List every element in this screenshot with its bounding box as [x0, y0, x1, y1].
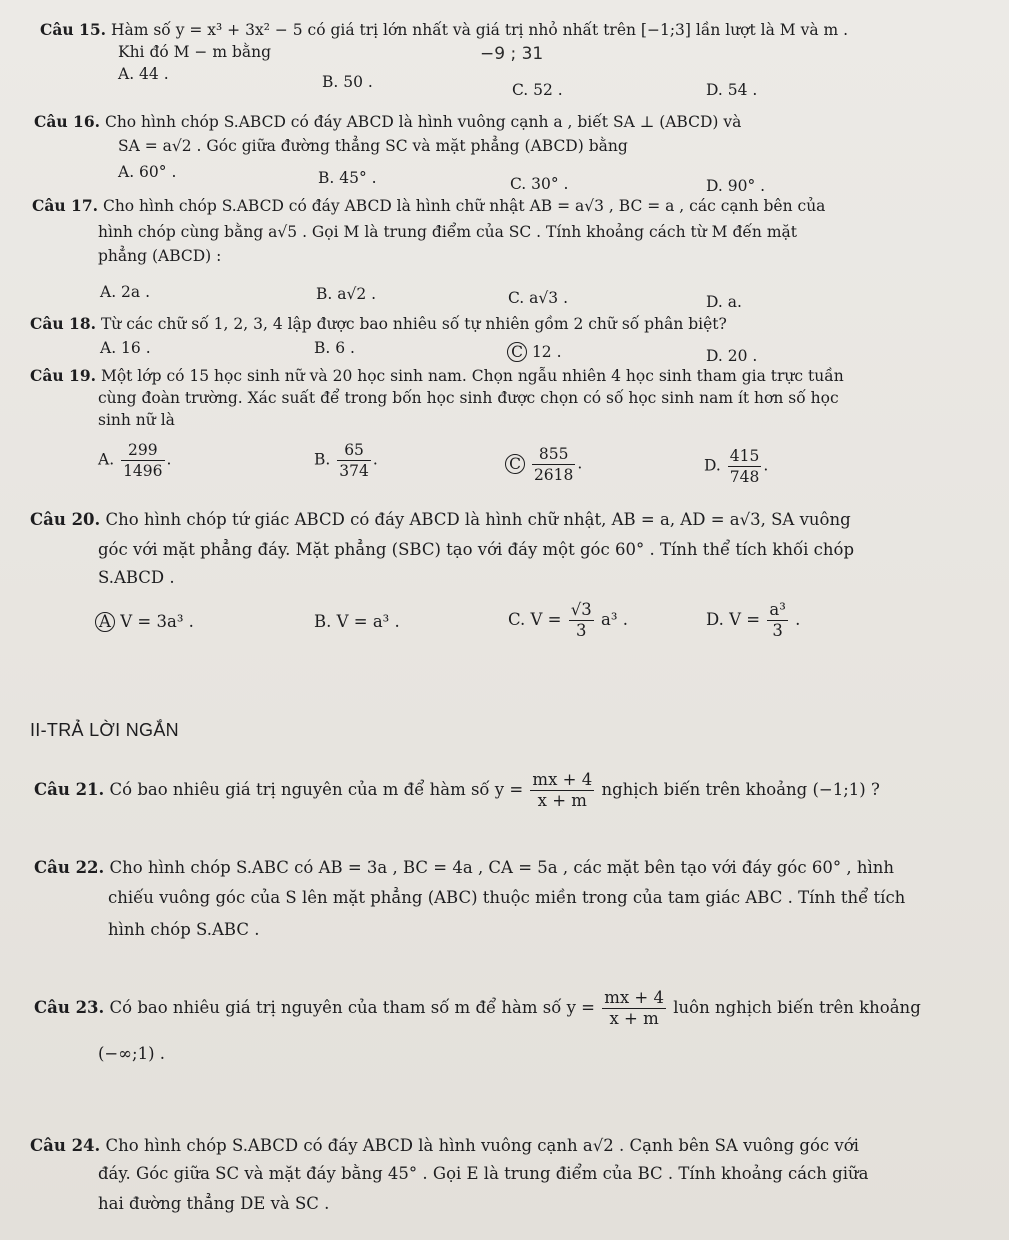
question-text: Cho hình chóp S.ABCD có đáy ABCD là hình chữ nhật AB = a√3 , BC = a , các cạnh bên của [102, 197, 826, 215]
question-text: luôn nghịch biến trên khoảng [673, 998, 921, 1017]
option-d: D. 20 . [706, 347, 758, 365]
question-text: cùng đoàn trường. Xác suất để trong bốn học sinh được chọn có số học sinh nam ít hơn số học [98, 389, 839, 407]
selected-answer-circle: A [95, 612, 115, 632]
option-d: D. $\frac{415}{748}$ . [704, 447, 769, 486]
fraction: $\frac{\text{a³}}{3}$ [769, 600, 786, 640]
option-c: C. V = $\frac{√3}{3}$ a³ . [508, 600, 628, 640]
question-text: Cho hình chóp S.ABC có AB = 3a , BC = 4a , CA = 5a , các mặt bên tạo với đáy góc 60° , hình [109, 858, 894, 877]
option-a: A. 60° . [118, 163, 177, 181]
question-text: đáy. Góc giữa SC và mặt đáy bằng 45° . Gọi E là trung điểm của BC . Tính khoảng cách giữa [98, 1164, 869, 1183]
question-text: SA = a√2 . Góc giữa đường thẳng SC và mặt phẳng (ABCD) bằng [118, 137, 628, 155]
question-text: Một lớp có 15 học sinh nữ và 20 học sinh nam. Chọn ngẫu nhiên 4 học sinh tham gia trực tuần [100, 367, 844, 385]
question-label: Câu 16. [34, 112, 101, 131]
option-b: B. V = a³ . [314, 612, 400, 631]
option-b: B. 45° . [318, 169, 377, 187]
question-label: Câu 19. [30, 366, 97, 385]
option-a: A V = 3a³ . [98, 612, 194, 632]
option-b: B. 50 . [322, 73, 373, 91]
question-text: hình chóp cùng bằng a√5 . Gọi M là trung điểm của SC . Tính khoảng cách từ M đến mặt [98, 223, 797, 241]
question-label: Câu 22. [34, 858, 105, 877]
question-label: Câu 15. [40, 20, 107, 39]
option-d: D. 90° . [706, 177, 766, 195]
option-b: B. $\frac{65}{374}$ . [314, 441, 378, 480]
selected-answer-circle: C [505, 454, 525, 474]
question-text: Cho hình chóp S.ABCD có đáy ABCD là hình vuông cạnh a , biết SA ⊥ (ABCD) và [104, 113, 742, 131]
question-text: hình chóp S.ABC . [108, 920, 260, 939]
question-text: Có bao nhiêu giá trị nguyên của tham số m để hàm số y = [109, 998, 595, 1017]
option-c: C. 52 . [512, 81, 563, 99]
question-text: phẳng (ABCD) : [98, 247, 222, 265]
question-text: (−∞;1) . [98, 1044, 165, 1063]
question-text: Cho hình chóp tứ giác ABCD có đáy ABCD là hình chữ nhật, AB = a, AD = a√3, SA vuông [105, 510, 851, 529]
question-text: chiếu vuông góc của S lên mặt phẳng (ABC) thuộc miền trong của tam giác ABC . Tính thể tích [108, 888, 906, 907]
fraction: $\frac{65}{374}$ [339, 441, 369, 480]
question-label: Câu 20. [30, 510, 101, 529]
question-text: góc với mặt phẳng đáy. Mặt phẳng (SBC) tạo với đáy một góc 60° . Tính thể tích khối chóp [98, 540, 855, 559]
option-d: D. 54 . [706, 81, 758, 99]
option-c: C. a√3 . [508, 289, 568, 307]
option-d: D. a. [706, 293, 742, 311]
fraction: $\frac{415}{748}$ [729, 447, 760, 486]
fraction: $\frac{855}{2618}$ [533, 445, 574, 484]
option-a: A. 16 . [100, 339, 151, 357]
question-text: Cho hình chóp S.ABCD có đáy ABCD là hình vuông cạnh a√2 . Cạnh bên SA vuông góc với [105, 1136, 859, 1155]
question-text: Từ các chữ số 1, 2, 3, 4 lập được bao nhiêu số tự nhiên gồm 2 chữ số phân biệt? [100, 315, 727, 333]
fraction: $\frac{299}{1496}$ [123, 441, 163, 480]
question-text: sinh nữ là [98, 411, 175, 429]
question-text: hai đường thẳng DE và SC . [98, 1194, 330, 1213]
question-text: Khi đó M − m bằng [118, 43, 272, 61]
section-title: II-TRẢ LỜI NGẮN [30, 720, 179, 740]
fraction: $\frac{√3}{3}$ [570, 600, 592, 640]
selected-answer-circle: C [507, 342, 527, 362]
option-c: C. 30° . [510, 175, 569, 193]
option-b: B. 6 . [314, 339, 355, 357]
question-label: Câu 17. [32, 196, 99, 215]
question-text: Có bao nhiêu giá trị nguyên của m để hàm số y = [109, 780, 524, 799]
handwritten-note: −9 ; 31 [480, 44, 544, 64]
fraction: $\frac{mx + 4}{x + m}$ [604, 988, 664, 1028]
option-a: A. 44 . [118, 65, 169, 83]
question-label: Câu 21. [34, 780, 105, 799]
question-label: Câu 24. [30, 1136, 101, 1155]
question-text: nghịch biến trên khoảng (−1;1) ? [601, 780, 880, 799]
option-d: D. V = $\frac{\text{a³}}{3}$ . [706, 600, 801, 640]
question-text: S.ABCD . [98, 568, 175, 587]
question-text: Hàm số y = x³ + 3x² − 5 có giá trị lớn nhất và giá trị nhỏ nhất trên [−1;3] lần lượt là M và m . [110, 21, 849, 39]
option-a: A. 2a . [100, 283, 151, 301]
option-c: C $\frac{855}{2618}$ . [508, 444, 582, 485]
option-a: A. $\frac{299}{1496}$ . [98, 441, 172, 480]
option-c: C 12 . [510, 342, 562, 362]
question-label: Câu 23. [34, 998, 105, 1017]
fraction: $\frac{mx + 4}{x + m}$ [532, 770, 593, 810]
question-label: Câu 18. [30, 314, 97, 333]
option-b: B. a√2 . [316, 285, 377, 303]
